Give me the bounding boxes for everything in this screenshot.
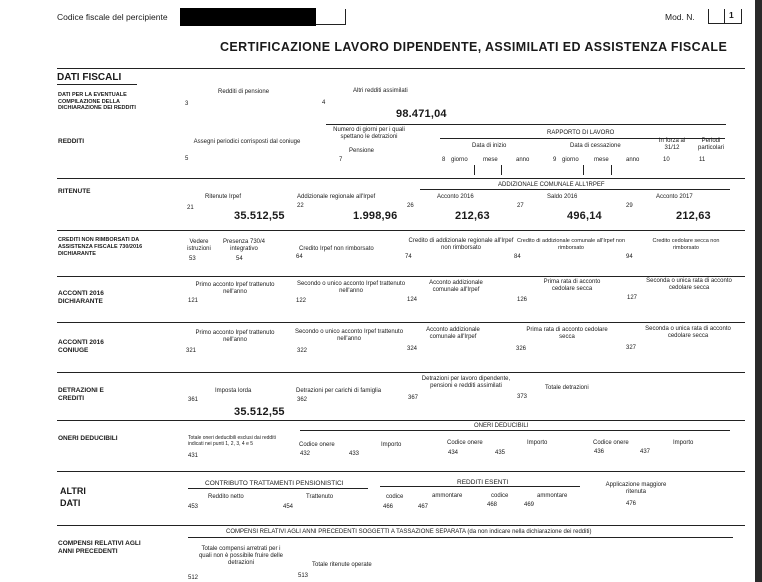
- total-value: 98.471,04: [396, 108, 447, 120]
- ritenute-irpef-label: Ritenute Irpef: [205, 194, 242, 200]
- imposta-lorda-label: Imposta lorda: [215, 388, 252, 394]
- importo-label: Importo: [527, 440, 548, 446]
- field-number: 466: [383, 504, 394, 510]
- addizionale-comunale-label: ADDIZIONALE COMUNALE ALL'IRPEF: [498, 182, 605, 188]
- totale-compensi-label: Totale compensi arretrati per i quali non è possibile fruire delle detrazioni: [198, 546, 284, 566]
- field-number: 454: [283, 504, 294, 510]
- field-number: 8: [442, 157, 446, 163]
- altri-dati-label: ALTRI DATI: [60, 486, 86, 508]
- field-number: 435: [495, 450, 506, 456]
- redacted-fiscal-code: [180, 8, 316, 26]
- primo-acconto-label: Primo acconto Irpef trattenuto nell'anno: [195, 330, 275, 343]
- pensione-label: Pensione: [349, 148, 375, 154]
- saldo-2016-label: Saldo 2016: [547, 194, 578, 200]
- field-number: 513: [298, 573, 309, 579]
- field-number: 434: [448, 450, 459, 456]
- acconto-2017-value: 212,63: [676, 210, 711, 222]
- field-number: 94: [626, 254, 633, 260]
- contributo-header: CONTRIBUTO TRATTAMENTI PENSIONISTICI: [205, 480, 344, 487]
- acconti-coniuge-label: ACCONTI 2016 CONIUGE: [58, 339, 104, 354]
- addizionale-regionale-value: 1.998,96: [353, 210, 398, 222]
- addizionale-regionale-label: Addizionale regionale all'Irpef: [297, 194, 376, 200]
- field-number: 322: [297, 348, 308, 354]
- field-number: 467: [418, 504, 429, 510]
- compensi-header: COMPENSI RELATIVI AGLI ANNI PRECEDENTI SOGGETTI A TASSAZIONE SEPARATA (da non indicare nella dichiarazione dei redditi): [226, 529, 592, 535]
- field-number: 84: [514, 254, 521, 260]
- compensi-label: COMPENSI RELATIVI AGLI ANNI PRECEDENTI: [58, 540, 141, 555]
- field-number: 468: [487, 502, 498, 508]
- presenza-label: Presenza 730/4 integrativo: [222, 239, 266, 252]
- rapporto-label: RAPPORTO DI LAVORO: [547, 130, 615, 136]
- field-number: 26: [407, 203, 414, 209]
- acconto-addizionale-label: Acconto addizionale comunale all'Irpef: [426, 327, 480, 340]
- oneri-header: ONERI DEDUCIBILI: [474, 423, 529, 429]
- field-number: 122: [296, 298, 307, 304]
- altri-redditi-label: Altri redditi assimilati: [353, 88, 408, 94]
- field-number: 7: [339, 157, 343, 163]
- ritenute-irpef-value: 35.512,55: [234, 210, 285, 222]
- field-number: 21: [187, 205, 194, 211]
- codice-label: codice: [491, 493, 509, 499]
- mese-label: mese: [483, 157, 498, 163]
- field-number: 361: [188, 397, 199, 403]
- redditi-esenti-header: REDDITI ESENTI: [457, 479, 509, 486]
- field-number: 436: [594, 449, 605, 455]
- totale-oneri-label: Totale oneri deducibili esclusi dai redditi indicati nei punti 1, 2, 3, 4 e 5: [188, 435, 276, 447]
- cedolare-label: Credito cedolare secca non rimborsato: [652, 238, 720, 251]
- field-number: 53: [189, 256, 196, 262]
- detrazioni-lavoro-label: Detrazioni per lavoro dipendente, pensioni e redditi assimilati: [421, 376, 511, 389]
- field-number: 29: [626, 203, 633, 209]
- acconto-2017-label: Acconto 2017: [656, 194, 693, 200]
- field-number: 4: [322, 100, 326, 106]
- assegni-label: Assegni periodici corrisposti dal coniuge: [193, 139, 301, 145]
- credito-irpef-label: Credito Irpef non rimborsato: [299, 246, 374, 252]
- reddito-netto-label: Reddito netto: [208, 494, 244, 500]
- secondo-acconto-label: Secondo o unico acconto Irpef trattenuto nell'anno: [294, 329, 404, 342]
- crediti-label: CREDITI NON RIMBORSATI DA ASSISTENZA FISCALE 730/2016 DICHIARANTE: [58, 237, 143, 257]
- credito-regionale-label: Credito di addizionale regionale all'Irpef non rimborsato: [408, 238, 514, 251]
- acconti-dichiarante-label: ACCONTI 2016 DICHIARANTE: [58, 290, 104, 305]
- seconda-rata-label: Seconda o unica rata di acconto cedolare secca: [646, 278, 732, 291]
- oneri-label: ONERI DEDUCIBILI: [58, 435, 118, 442]
- field-number: 5: [185, 156, 189, 162]
- codice-onere-label: Codice onere: [593, 440, 629, 446]
- field-number: 373: [517, 394, 528, 400]
- anno-label: anno: [626, 157, 640, 163]
- ammontare-label: ammontare: [537, 493, 568, 499]
- codice-onere-label: Codice onere: [299, 442, 335, 448]
- detrazioni-label: DETRAZIONI E CREDITI: [58, 387, 104, 402]
- periodi-label: Periodi particolari: [697, 138, 724, 151]
- importo-label: Importo: [673, 440, 694, 446]
- document-title: CERTIFICAZIONE LAVORO DIPENDENTE, ASSIMILATI ED ASSISTENZA FISCALE: [220, 40, 728, 54]
- field-number: 326: [516, 346, 527, 352]
- eventuale-label: DATI PER LA EVENTUALE COMPILAZIONE DELLA DICHIARAZIONE DEI REDDITI: [58, 92, 136, 111]
- field-number: 433: [349, 451, 360, 457]
- primo-acconto-label: Primo acconto Irpef trattenuto nell'anno: [195, 282, 275, 295]
- acconto-addizionale-label: Acconto addizionale comunale all'Irpef: [429, 280, 483, 293]
- data-cessazione-label: Data di cessazione: [570, 143, 621, 149]
- giorni-label: Numero di giorni per i quali spettano le detrazioni: [333, 127, 405, 140]
- ritenute-label: RITENUTE: [58, 188, 91, 195]
- field-number: 11: [699, 157, 706, 163]
- field-number: 469: [524, 502, 535, 508]
- vedere-label: Vedere istruzioni: [187, 239, 211, 252]
- in-forza-label: In forza al 31/12: [658, 138, 686, 151]
- field-number: 3: [185, 101, 189, 107]
- field-number: 432: [300, 451, 311, 457]
- acconto-2016-value: 212,63: [455, 210, 490, 222]
- field-number: 64: [296, 254, 303, 260]
- codice-onere-label: Codice onere: [447, 440, 483, 446]
- credito-comunale-label: Credito di addizionale comunale all'Irpef non rimborsato: [516, 238, 626, 251]
- field-number: 127: [627, 295, 638, 301]
- data-inizio-label: Data di inizio: [472, 143, 507, 149]
- field-number: 362: [297, 397, 308, 403]
- giorno-label: giorno: [562, 157, 579, 163]
- field-number: 74: [405, 254, 412, 260]
- redditi-label: REDDITI: [58, 138, 84, 145]
- prima-rata-label: Prima rata di acconto cedolare secca: [543, 279, 601, 292]
- field-number: 126: [517, 297, 528, 303]
- field-number: 22: [297, 203, 304, 209]
- field-number: 324: [407, 346, 418, 352]
- scan-edge: [755, 0, 762, 582]
- field-number: 367: [408, 395, 419, 401]
- trattenuto-label: Trattenuto: [306, 494, 334, 500]
- field-number: 124: [407, 297, 418, 303]
- ammontare-label: ammontare: [432, 493, 463, 499]
- field-number: 54: [236, 256, 243, 262]
- field-number: 321: [186, 348, 197, 354]
- saldo-2016-value: 496,14: [567, 210, 602, 222]
- prima-rata-label: Prima rata di acconto cedolare secca: [526, 327, 608, 340]
- field-number: 476: [626, 501, 637, 507]
- field-number: 9: [553, 157, 557, 163]
- field-number: 453: [188, 504, 199, 510]
- importo-label: Importo: [381, 442, 402, 448]
- mod-number: 1: [729, 10, 734, 20]
- totale-detrazioni-label: Totale detrazioni: [545, 385, 589, 391]
- mese-label: mese: [594, 157, 609, 163]
- acconto-2016-label: Acconto 2016: [437, 194, 474, 200]
- field-number: 431: [188, 453, 199, 459]
- applicazione-label: Applicazione maggiore ritenuta: [605, 482, 667, 495]
- secondo-acconto-label: Secondo o unico acconto Irpef trattenuto nell'anno: [296, 281, 406, 294]
- dati-fiscali-title: DATI FISCALI: [57, 72, 122, 83]
- giorno-label: giorno: [451, 157, 468, 163]
- anno-label: anno: [516, 157, 530, 163]
- carichi-famiglia-label: Detrazioni per carichi di famiglia: [296, 388, 382, 394]
- field-number: 10: [663, 157, 670, 163]
- seconda-rata-label: Seconda o unica rata di acconto cedolare secca: [645, 326, 731, 339]
- field-number: 27: [517, 203, 524, 209]
- mod-label: Mod. N.: [665, 12, 695, 22]
- totale-ritenute-label: Totale ritenute operate: [312, 562, 372, 568]
- fiscal-code-label: Codice fiscale del percipiente: [57, 12, 168, 22]
- imposta-lorda-value: 35.512,55: [234, 406, 285, 418]
- field-number: 437: [640, 449, 651, 455]
- field-number: 512: [188, 575, 199, 581]
- redditi-pensione-label: Redditi di pensione: [218, 89, 270, 95]
- field-number: 327: [626, 345, 637, 351]
- codice-label: codice: [386, 494, 404, 500]
- field-number: 121: [188, 298, 199, 304]
